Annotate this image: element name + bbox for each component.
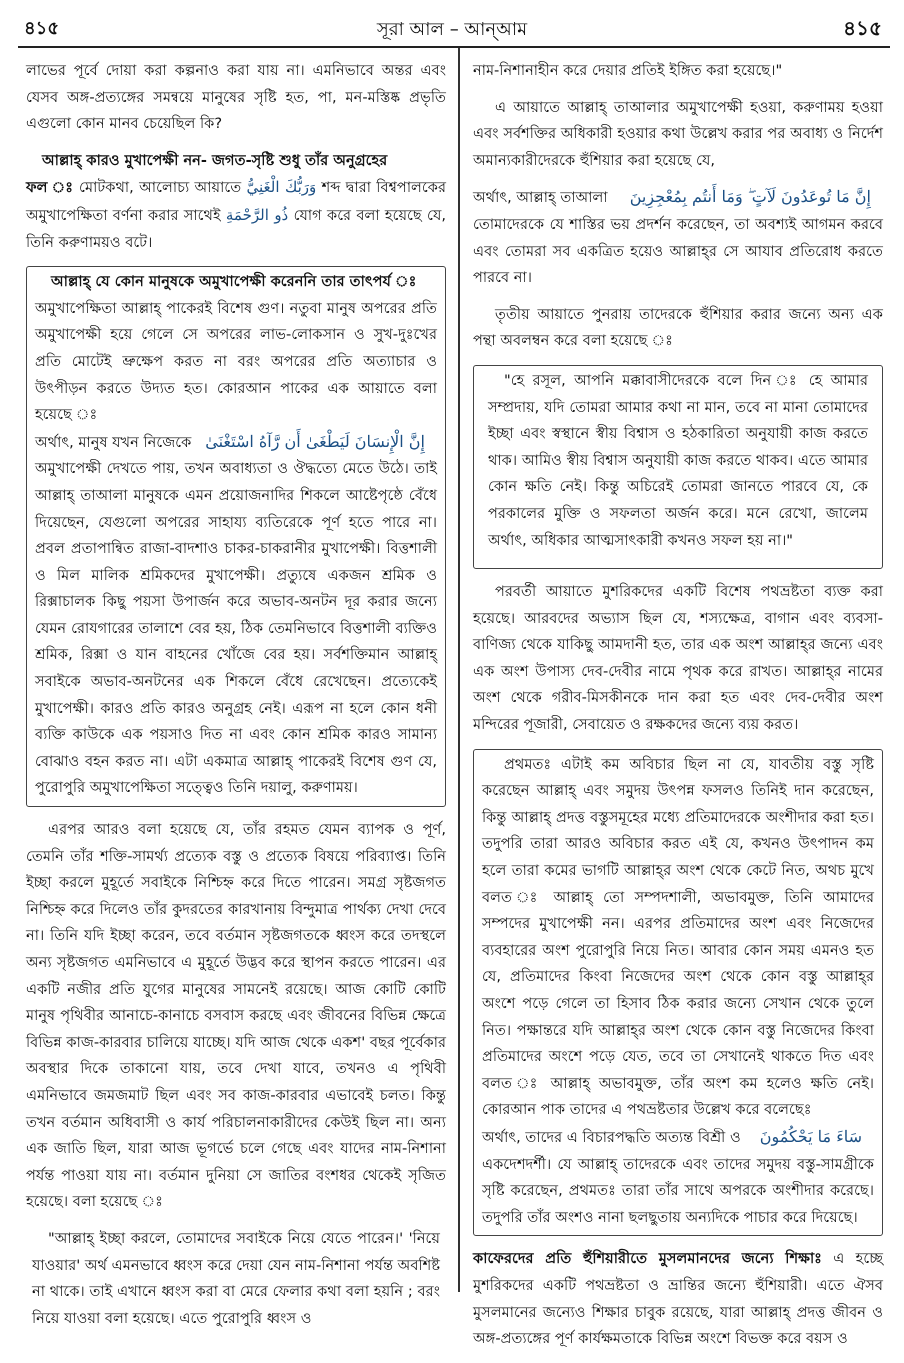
paragraph: নাম-নিশানাহীন করে দেয়ার প্রতিই ইঙ্গিত করা হয়েছে।" [473,62,783,79]
section-heading-cont: ফল ঃ [26,179,74,197]
paragraph: তোমাদেরকে যে শাস্তির ভয় প্রদর্শন করেছেন, তা অবশ্যই আগমন করবে এবং তোমরা সব একত্রিত হয়েও আল্লাহ্‌র সে আযাব প্রতিরোধ করতে পারবে না। [473,215,883,287]
right-column [473,58,883,1363]
header-rule [18,46,890,48]
paragraph-fragment: অর্থাৎ, আল্লাহ্‌ তাআলা [473,189,608,207]
section-heading: আল্লাহ্‌ কারও মুখাপেক্ষী নন- জগত-সৃষ্টি শুধু তাঁর অনুগ্রহের [42,151,388,169]
left-column [26,58,446,1342]
paragraph: অমুখাপেক্ষিতা আল্লাহ্‌ পাকেরই বিশেষ গুণ। নতুবা মানুষ অপরের প্রতি অমুখাপেক্ষী হয়ে গেলে সে অপরের লাভ-লোকসান ও সুখ-দুঃখের প্রতি মোটেই ভ্রুক্ষেপ করত না বরং অপরের প্রতি অত্যাচার ও উৎপীড়ন করতে উদ্যত হত। কোরআন পাকের এক আয়াতে বলা হয়েছে ঃ [35,299,437,424]
paragraph: লাভের পূর্বে দোয়া করা কল্পনাও করা যায় না। এমনিভাবে অন্তর এবং যেসব অঙ্গ-প্রত্যঙ্গের সমন্বয়ে মানুষের সৃষ্টি হত, পা, মন-মস্তিষ্ক প্রভৃতি এগুলো কোন মানব চেয়েছিল কি? [26,62,446,133]
paragraph: একদেশদর্শী। যে আল্লাহ্‌ তাদেরকে এবং তাদের সমুদয় বস্তু-সামগ্রীকে সৃষ্টি করেছেন, প্রথমতঃ তারা তাঁর সাথে অপরকে অংশীদার করেছে। তদুপরি তাঁর অংশও নানা ছলছুতায় অন্যদিকে পাচার করে দিয়েছে। [482,1155,874,1226]
page-number-right: ৪১৫ [843,16,882,40]
arabic-text: وَرَبُّكَ الْغَنِيُّ [246,178,317,197]
boxed-section [26,266,446,807]
quote-paragraph: "হে রসূল, আপনি মক্কাবাসীদেরকে বলে দিন ঃ হে আমার সম্প্রদায়, যদি তোমরা আমার কথা না মান, তবে না মানা তোমাদের ইচ্ছা এবং স্বস্থানে স্বীয় বিশ্বাস ও হঠকারিতা অনুযায়ী কাজ করতে থাক। আমিও স্বীয় বিশ্বাস অনুযায়ী কাজ করতে থাকব। এতে আমার কোন ক্ষতি নেই। কিন্তু অচিরেই তোমরা জানতে পারবে যে, কে পরকালের মুক্তি ও সফলতা অর্জন করে। মনে রেখো, জালেম অর্থাৎ, অধিকার আত্মসাৎকারী কখনও সফল হয় না।" [488,371,868,549]
paragraph: অমুখাপেক্ষী দেখতে পায়, তখন অবাধ্যতা ও ঔদ্ধত্যে মেতে উঠে। তাই আল্লাহ্‌ তাআলা মানুষকে এমন প্রয়োজনাদির শিকলে আষ্টেপৃষ্ঠে বেঁধে দিয়েছেন, যেগুলো অপরের সাহায্য ব্যতিরেকে পূর্ণ হতে পারে না। প্রবল প্রতাপান্বিত রাজা-বাদশাও চাকর-চাকরানীর মুখাপেক্ষী। বিত্তশালী ও মিল মালিক শ্রমিকদের মুখাপেক্ষী। প্রত্যুষে একজন শ্রমিক ও রিক্সাচালক কিছু পয়সা উপার্জন করে অভাব-অনটন দূর করার জন্যে যেমন রোযগারের তালাশে বের হয়, ঠিক তেমনিভাবে বিত্তশালী ব্যক্তিও শ্রমিক, রিক্সা ও যান বাহনের খোঁজে বের হয়। সর্বশক্তিমান আল্লাহ্‌ সবাইকে অভাব-অনটনের এক শিকলে বেঁধে রেখেছেন। প্রত্যেকেই মুখাপেক্ষী। কারও প্রতি কারও অনুগ্রহ নেই। এরূপ না হলে কোন ধনী ব্যক্তি কাউকে এক পয়সাও দিত না এবং কোন শ্রমিক কারও সামান্য বোঝাও বহন করত না। এটা একমাত্র আল্লাহ্‌ পাকেরই বিশেষ গুণ যে, পুরোপুরি অমুখাপেক্ষিতা সত্ত্বেও তিনি দয়ালু, করুণাময়। [35,460,437,797]
section-heading: আল্লাহ্‌ যে কোন মানুষকে অমুখাপেক্ষী করেননি তার তাৎপর্য ঃ [51,273,417,291]
arabic-verse-row [35,429,437,457]
boxed-quote [473,365,883,569]
paragraph: এ আয়াতে আল্লাহ্‌ তাআলার অমুখাপেক্ষী হওয়া, করুণাময় হওয়া এবং সর্বশক্তির অধিকারী হওয়ার কথা উল্লেখ করার পর অবাধ্য ও নির্দেশ অমান্যকারীদেরকে হুঁশিয়ার করা হয়েছে যে, [473,98,883,169]
quote-paragraph: "আল্লাহ্‌ ইচ্ছা করলে, তোমাদের সবাইকে নিয়ে যেতে পারেন।' 'নিয়ে যাওয়ার' অর্থ এমনভাবে ধ্বংস করে দেয়া যেন নাম-নিশানা পর্যন্ত অবশিষ্ট না থাকে। তাই এখানে ধ্বংস করা বা মেরে ফেলার কথা বলা হয়নি ; বরং নিয়ে যাওয়া বলা হয়েছে। এতে পুরোপুরি ধ্বংস ও [32,1229,440,1327]
paragraph-fragment: অর্থাৎ, তাদের এ বিচারপদ্ধতি অত্যন্ত বিশ্রী ও [482,1128,741,1146]
paragraph: তৃতীয় আয়াতে পুনরায় তাদেরকে হুঁশিয়ার করার জন্যে অন্য এক পন্থা অবলম্বন করে বলা হয়েছে ঃ [473,305,883,350]
paragraph: কাফেরদের প্রতি হুঁশিয়ারীতে মুসলমানদের জন্যে শিক্ষাঃ এ হচ্ছে মুশরিকদের একটি পথভ্রষ্টতা ও ভ্রান্তির জন্যে হুঁশিয়ারী। এতে ঐসব মুসলমানের জন্যেও শিক্ষার চাবুক রয়েছে, যারা আল্লাহ্‌ প্রদত্ত জীবন ও অঙ্গ-প্রত্যঙ্গের পূর্ণ কার্যক্ষমতাকে বিভিন্ন অংশে বিভক্ত করে বয়স ও [473,1250,884,1348]
paragraph: প্রথমতঃ এটাই কম অবিচার ছিল না যে, যাবতীয় বস্তু সৃষ্টি করেছেন আল্লাহ্‌ এবং সমুদয় উৎপন্ন ফসলও তিনিই দান করেছেন, কিন্তু আল্লাহ্‌ প্রদত্ত বস্তুসমূহের মধ্যে প্রতিমাদেরকে অংশীদার করা হত। তদুপরি তারা আরও অবিচার করত এই যে, কখনও উৎপাদন কম হলে তারা কমের ভাগটি আল্লাহ্‌র অংশ থেকে কেটে নিত, অথচ মুখে বলত ঃ আল্লাহ্‌ তো সম্পদশালী, অভাবমুক্ত, তিনি আমাদের সম্পদের মুখাপেক্ষী নন। এরপর প্রতিমাদের অংশ এবং নিজেদের ব্যবহারের অংশ পুরোপুরি নিয়ে নিত। আবার কোন সময় এমনও হত যে, প্রতিমাদের কিংবা নিজেদের অংশ থেকে কোন বস্তু আল্লাহ্‌র অংশে পড়ে গেলে তা হিসাব ঠিক করার জন্যে সেখান থেকে তুলে নিত। পক্ষান্তরে যদি আল্লাহ্‌র অংশ থেকে কোন বস্তু নিজেদের কিংবা প্রতিমাদের অংশে পড়ে যেত, তবে তা সেখানেই থাকতে দিত এবং বলত ঃ আল্লাহ্‌ অভাবমুক্ত, তাঁর অংশ কম হলেও ক্ষতি নেই। কোরআন পাক তাদের এ পথভ্রষ্টতার উল্লেখ করে বলেছেঃ [482,755,874,1119]
arabic-verse-row [482,1124,874,1152]
paragraph: পরবর্তী আয়াতে মুশরিকদের একটি বিশেষ পথভ্রষ্টতা ব্যক্ত করা হয়েছে। আরবদের অভ্যাস ছিল যে, শস্যক্ষেত্র, বাগান এবং ব্যবসা-বাণিজ্য থেকে যাকিছু আমদানী হত, তার এক অংশ আল্লাহ্‌র জন্যে এবং এক অংশ উপাস্য দেব-দেবীর নামে পৃথক করে রাখত। আল্লাহ্‌র নামের অংশ থেকে গরীব-মিসকীনকে দান করা হত এবং দেব-দেবীর অংশ মন্দিরের পূজারী, সেবায়েত ও রক্ষকদের জন্যে ব্যয় করত। [473,583,883,734]
arabic-verse: إِنَّ مَا تُوعَدُونَ لَآتٍ ۖ وَمَا أَنتُم بِمُعْجِزِينَ [629,187,871,207]
running-title: সূরা আল – আন্‌আম [376,19,528,40]
section-heading: কাফেরদের প্রতি হুঁশিয়ারীতে মুসলমানদের জন্যে শিক্ষাঃ [473,1250,822,1268]
boxed-section [473,749,883,1237]
column-divider [458,48,460,1292]
arabic-verse: إِنَّ الْإِنسَانَ لَيَطْغَىٰ أَن رَّآهُ اسْتَغْنَىٰ [205,431,425,451]
arabic-verse: سَاءَ مَا يَحْكُمُونَ [759,1126,862,1146]
paragraph-fragment: অর্থাৎ, মানুষ যখন নিজেকে [35,433,192,451]
arabic-verse-row [473,184,883,212]
paragraph: ফল ঃ মোটকথা, আলোচ্য আয়াতে وَرَبُّكَ الْغَنِيُّ শব্দ দ্বারা বিশ্বপালকের অমুখাপেক্ষিতা বর্ণনা করার সাথেই ذُو الرَّحْمَةِ যোগ করে বলা হয়েছে যে, তিনি করুণাময়ও বটে। [26,178,447,251]
paragraph: এরপর আরও বলা হয়েছে যে, তাঁর রহমত যেমন ব্যাপক ও পূর্ণ, তেমনি তাঁর শক্তি-সামর্থ্য প্রত্যেক বস্তু ও প্রত্যেক বিষয়ে পরিব্যাপ্ত। তিনি ইচ্ছা করলে মুহূর্তে সবাইকে নিশ্চিহ্ন করে দিতে পারেন। সমগ্র সৃষ্টজগত নিশ্চিহ্ন করে দিলেও তাঁর কুদরতের কারখানায় বিন্দুমাত্র পার্থক্য দেখা দেবে না। তিনি যদি ইচ্ছা করেন, তবে বর্তমান সৃষ্টজগতকে ধ্বংস করে তদস্থলে অন্য সৃষ্টজগত এমনিভাবে এ মুহূর্তে উদ্ভব করে স্থাপন করতে পারেন। এর একটি নজীর প্রতি যুগের মানুষের সামনেই রয়েছে। আজ কোটি কোটি মানুষ পৃথিবীর আনাচে-কানাচে বসবাস করছে এবং জীবনের বিভিন্ন ক্ষেত্রে বিভিন্ন কাজ-কারবার চালিয়ে যাচ্ছে। যদি আজ থেকে একশ' বছর পূর্বেকার অবস্থার দিকে তাকানো যায়, তবে দেখা যাবে, তখনও এ পৃথিবী এমনিভাবে জমজমাট ছিল এবং সব কাজ-কারবার এভাবেই চলত। কিন্তু তখন বর্তমান অধিবাসী ও কার্য পরিচালনাকারীদের কেউই ছিল না। অন্য এক জাতি ছিল, যারা আজ ভূগর্ভে চলে গেছে এবং যাদের নাম-নিশানা পর্যন্ত পাওয়া যায় না। বর্তমান দুনিয়া সে জাতির বংশধর থেকেই সৃজিত হয়েছে। বলা হয়েছে ঃ [26,821,446,1211]
page-header [0,0,904,48]
arabic-text: ذُو الرَّحْمَةِ [225,205,289,224]
page-number-left: ৪১৫ [24,18,60,39]
